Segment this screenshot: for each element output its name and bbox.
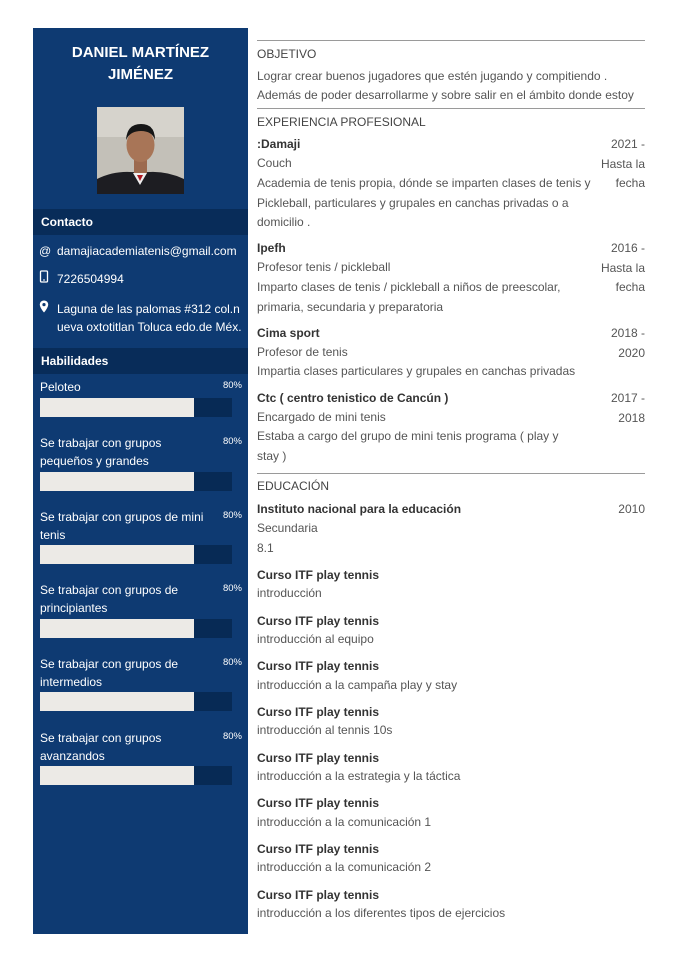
course-title: Curso ITF play tennis [257,842,380,856]
contact-heading: Contacto [33,209,248,235]
contact-address-row [39,300,245,336]
course-title: Curso ITF play tennis [257,614,380,628]
course-detail: introducción a los diferentes tipos de ejercicios [257,906,506,920]
divider [257,40,645,41]
experience-heading: EXPERIENCIA PROFESIONAL [257,115,426,129]
phone-icon [39,270,57,288]
job-description: Estaba a cargo del grupo de mini tenis programa ( play y stay ) [257,429,559,463]
skill-percent: 80% [222,583,242,594]
skill-label: Se trabajar con grupos de principiantes [40,583,179,615]
job-role: Couch [257,156,292,170]
job-description: Imparto clases de tenis / pickleball a niños de preescolar, primaria, secundaria y preparatoria [257,280,561,314]
skill-percent: 80% [222,510,242,521]
job-role: Profesor tenis / pickleball [257,260,391,274]
job-company: Cima sport [257,326,320,340]
education-grade: 8.1 [257,541,274,555]
objective-text: Lograr crear buenos jugadores que estén jugando y compitiendo . Además de poder desarrollarme y sobre salir en el ámbito donde estoy [257,69,634,102]
job-role: Profesor de tenis [257,345,348,359]
skill-progress-bar [40,619,232,638]
skill-progress-bar [40,472,232,491]
course-title: Curso ITF play tennis [257,568,380,582]
job-company: Ctc ( centro tenistico de Cancún ) [257,391,449,405]
skill-progress-bar [40,545,232,564]
job-role: Encargado de mini tenis [257,410,386,424]
contact-phone[interactable]: 7226504994 [57,272,124,286]
skill-percent: 80% [222,731,242,742]
course-detail: introducción a la comunicación 1 [257,815,432,829]
job-dates: 2018 - 2020 [610,326,645,360]
course-detail: introducción a la comunicación 2 [257,860,432,874]
job-dates: 2017 - 2018 [610,391,645,425]
education-level: Secundaria [257,521,318,535]
skill-percent: 80% [222,436,242,447]
contact-address: Laguna de las palomas #312 col.nueva oxtotitlan Toluca edo.de Méx. [57,302,242,334]
skill-label: Peloteo [40,380,81,394]
job-dates: 2021 - Hasta la fecha [600,137,645,190]
skill-label: Se trabajar con grupos de intermedios [40,657,179,689]
location-pin-icon [39,300,57,336]
course-title: Curso ITF play tennis [257,705,380,719]
objective-heading: OBJETIVO [257,47,317,61]
candidate-name: DANIEL MARTÍNEZ JIMÉNEZ [71,44,210,83]
education-school: Instituto nacional para la educación [257,502,462,516]
skills-heading: Habilidades [33,348,248,374]
course-title: Curso ITF play tennis [257,888,380,902]
job-description: Impartia clases particulares y grupales en canchas privadas [257,364,576,378]
skill-progress-bar [40,766,232,785]
contact-email[interactable]: damajiacademiatenis@gmail.com [57,244,237,258]
course-detail: introducción a la estrategia y la táctica [257,769,461,783]
course-detail: introducción [257,586,322,600]
job-company: :Damaji [257,137,301,151]
education-year: 2010 [618,502,645,516]
sidebar [33,28,248,934]
at-icon: @ [39,244,52,258]
education-heading: EDUCACIÓN [257,479,330,493]
course-title: Curso ITF play tennis [257,659,380,673]
divider [257,473,645,474]
contact-phone-row [39,270,245,288]
contact-email-row [39,242,245,260]
course-detail: introducción a la campaña play y stay [257,678,458,692]
profile-photo-image [97,107,184,194]
course-title: Curso ITF play tennis [257,796,380,810]
job-company: Ipefh [257,241,286,255]
divider [257,108,645,109]
course-detail: introducción al tennis 10s [257,723,393,737]
skill-progress-bar [40,398,232,417]
job-description: Academia de tenis propia, dónde se imparten clases de tenis y Pickleball, particulares y grupales en canchas privadas o a domicilio . [257,176,591,229]
course-detail: introducción al equipo [257,632,374,646]
job-dates: 2016 - Hasta la fecha [600,241,645,294]
skill-percent: 80% [222,380,242,391]
skill-label: Se trabajar con grupos avanzandos [40,731,162,763]
profile-photo [97,107,184,194]
skill-label: Se trabajar con grupos pequeños y grandes [40,436,162,468]
course-title: Curso ITF play tennis [257,751,380,765]
skill-label: Se trabajar con grupos de mini tenis [40,510,204,542]
skill-percent: 80% [222,657,242,668]
skill-progress-bar [40,692,232,711]
